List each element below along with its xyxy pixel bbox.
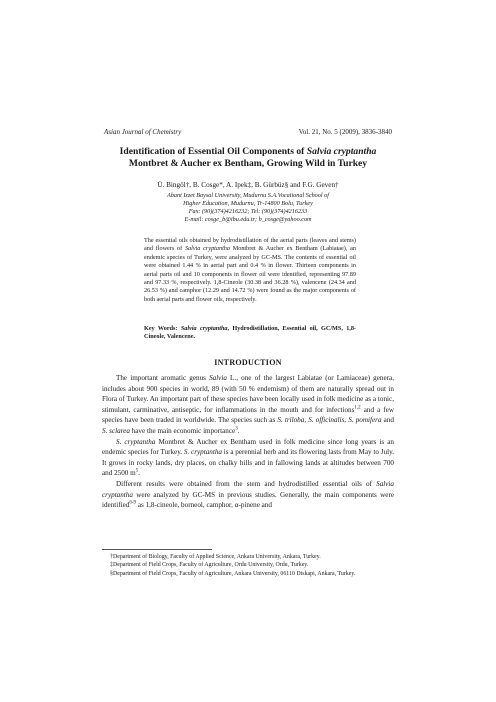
text: . bbox=[138, 469, 141, 478]
intro-paragraph-2 bbox=[102, 437, 394, 479]
intro-body bbox=[102, 373, 394, 511]
text: and bbox=[381, 416, 394, 425]
species-name: Salvia cryptantha bbox=[102, 479, 394, 499]
text: as 1,8-cineole, borneol, camphor, α-pinene and bbox=[136, 501, 272, 510]
intro-paragraph-3 bbox=[102, 479, 394, 511]
paper-title bbox=[90, 146, 406, 170]
text: Different results were obtained from the stem and hydrodistilled essential oils of bbox=[116, 479, 377, 488]
affiliation-line: Higher Education, Mudurnu, Tr-14800 Bolu, Turkey bbox=[183, 200, 313, 207]
text: . bbox=[237, 426, 240, 435]
footnotes bbox=[102, 553, 394, 578]
species-name: S. cryptantha bbox=[183, 448, 222, 457]
text: L., one of the largest Labiatae (or Lamiaceae) genera, includes about 900 species in world, 89 (with 50 % endemism) of them are naturally spread out in Flora of Turkey. An important part of these species have been locally used in folk medicine as a tonic, stimulant, carminative, antiseptic, for inflammations in the mouth and for infections bbox=[102, 374, 394, 414]
email-line: E-mail: cosge_b@ibu.edu.tr; b_cosge@yahoo.com bbox=[184, 216, 312, 223]
keywords-species: Salvia cryptantha bbox=[180, 325, 228, 332]
species-names: S. triloba, S. officinalis, S. pomifera bbox=[277, 416, 382, 425]
citation: 6-9 bbox=[129, 500, 137, 506]
citation: 3 bbox=[235, 426, 238, 432]
abstract-text: Montbret & Aucher ex Bentham (Labiatae), an endemic species of Turkey, were analyzed by GC-MS. The contents of essential oil were obtained 1.44 % in aerial part and 0.4 % in flower. Thirteen components in aerial parts oil and 10 components in flower oil were identified, representing 97.89 and 97.33 %, respectively. 1,8-Cineole (30.38 and 36.28 %), valencene (24.34 and 26.53 %) and camphor (12.29 and 14.72 %) were found as the major components of both aerial parts and flower oils, respectively. bbox=[144, 245, 356, 303]
section-heading: INTRODUCTION bbox=[214, 358, 282, 367]
footnote: †Department of Biology, Faculty of Applied Science, Ankara University, Ankara, Turkey. bbox=[110, 554, 321, 560]
abstract bbox=[144, 237, 356, 304]
title-species: Salvia cryptantha bbox=[306, 146, 377, 157]
text: were analyzed by GC-MS in previous studies. Generally, the main components were identified bbox=[102, 490, 394, 510]
affiliation-line: Abant Izzet Baysal University, Mudurnu S.A.Vocational School of bbox=[167, 192, 329, 199]
text: The important aromatic genus bbox=[116, 374, 210, 382]
keywords-list: , Hydrodistillation, Essential oil, GC/MS, 1,8-Cineole, Valencene. bbox=[144, 325, 356, 341]
text: is a perennial herb and its flowering lasts from May to July. It grows in rocky lands, dry places, on chalky hills and in fallowing lands at altitudes between 700 and 2500 m bbox=[102, 448, 394, 478]
intro-paragraph-1 bbox=[102, 373, 394, 437]
journal-name: Asian Journal of Chemistry bbox=[104, 128, 182, 136]
keywords bbox=[144, 325, 356, 342]
footnote: §Department of Field Crops, Faculty of Agriculture, Ankara University, 06110 Diskapi, Ankara, Turkey. bbox=[110, 570, 356, 577]
abstract-text: The essential oils obtained by hydrodistillation of the aerial parts (leaves and stems) and flowers of bbox=[144, 237, 356, 253]
text: Montbret & Aucher ex Bentham used in folk medicine since long years is an endemic species for Turkey. bbox=[102, 437, 394, 457]
title-line1-text: Identification of Essential Oil Components of bbox=[119, 146, 307, 157]
species-name: S. sclarea bbox=[102, 426, 130, 435]
genus-name: Salvia bbox=[209, 374, 227, 382]
author-list: Ü. Bingöl†, B. Cosge*, A. Ipek‡, B. Gürbüz§ and F.G. Geven† bbox=[157, 181, 339, 189]
species-name: S. cryptantha bbox=[116, 437, 156, 446]
text: have the main economic importance bbox=[129, 426, 236, 435]
footnote-divider bbox=[102, 549, 212, 550]
title-line2: Montbret & Aucher ex Bentham, Growing Wild in Turkey bbox=[128, 158, 368, 169]
text: and a few species have been traded in worldwide. The species such as bbox=[102, 405, 394, 425]
citation: 5 bbox=[135, 468, 139, 474]
footnote: ‡Department of Field Crops, Faculty of Agriculture, Ordu University, Ordu, Turkey. bbox=[110, 562, 309, 569]
affiliation bbox=[90, 192, 406, 224]
abstract-species: Salvia cryptantha bbox=[184, 245, 230, 253]
keywords-label: Key Words: bbox=[144, 325, 181, 332]
volume-info: Vol. 21, No. 5 (2009), 3836-3840 bbox=[298, 128, 392, 136]
citation: 1,2 bbox=[354, 405, 361, 411]
contact-line: Fax: (90)(374)4216232; Tel: (90)(374)4216233 bbox=[188, 208, 308, 215]
